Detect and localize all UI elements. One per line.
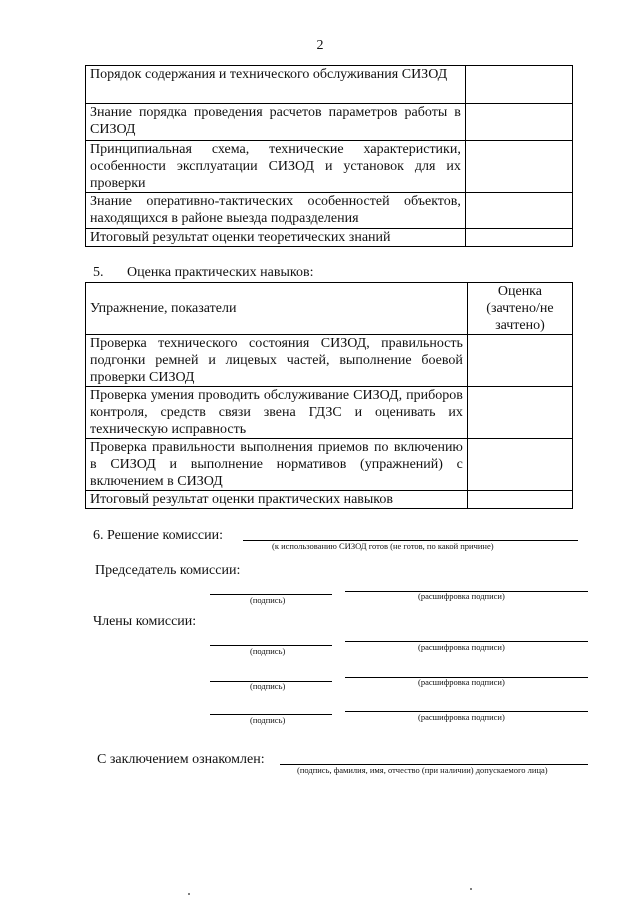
table-row — [86, 229, 573, 247]
table-row — [86, 66, 573, 104]
theory-table — [85, 65, 573, 247]
decoding-hint: (расшифровка подписи) — [418, 712, 505, 722]
grade-cell[interactable] — [465, 229, 572, 247]
acknowledged-hint: (подпись, фамилия, имя, отчество (при наличии) допускаемого лица) — [297, 765, 548, 775]
table-cell: Итоговый результат оценки практических навыков — [86, 491, 468, 509]
decision-hint: (к использованию СИЗОД готов (не готов, по какой причине) — [272, 541, 494, 551]
table-row — [86, 387, 573, 439]
grade-cell[interactable] — [467, 439, 572, 491]
signature-hint: (подпись) — [250, 681, 286, 691]
decoding-hint: (расшифровка подписи) — [418, 677, 505, 687]
scan-speck — [188, 893, 190, 895]
section-number: 5. — [93, 265, 104, 280]
table-cell: Принципиальная схема, технические характеристики, особенности эксплуатации СИЗОД и установок для их проверки — [86, 141, 466, 193]
decision-label: 6. Решение комиссии: — [93, 528, 223, 543]
signature-hint: (подпись) — [250, 646, 286, 656]
grade-cell[interactable] — [465, 141, 572, 193]
grade-cell[interactable] — [467, 491, 572, 509]
chairman-label: Председатель комиссии: — [95, 563, 241, 578]
signature-hint: (подпись) — [250, 595, 286, 605]
grade-cell[interactable] — [467, 335, 572, 387]
section-5-title — [93, 265, 313, 281]
table-row — [86, 491, 573, 509]
page-number: 2 — [316, 38, 324, 53]
grade-cell[interactable] — [465, 66, 572, 104]
table-row — [86, 193, 573, 229]
header-grade: Оценка (зачтено/не зачтено) — [467, 283, 572, 335]
table-row — [86, 439, 573, 491]
section-title: Оценка практических навыков: — [127, 265, 314, 280]
scan-speck — [470, 888, 472, 890]
practice-table — [85, 282, 573, 509]
grade-cell[interactable] — [465, 104, 572, 141]
grade-cell[interactable] — [467, 387, 572, 439]
table-cell: Проверка правильности выполнения приемов по включению в СИЗОД и выполнение нормативов (упражнений) с включением в СИЗОД — [86, 439, 468, 491]
table-row — [86, 104, 573, 141]
table-cell: Знание порядка проведения расчетов параметров работы в СИЗОД — [86, 104, 466, 141]
table-cell: Проверка умения проводить обслуживание СИЗОД, приборов контроля, средств связи звена ГДЗС и оценивать их техническую исправность — [86, 387, 468, 439]
members-label: Члены комиссии: — [93, 614, 197, 629]
decoding-hint: (расшифровка подписи) — [418, 591, 505, 601]
acknowledged-label: С заключением ознакомлен: — [97, 752, 265, 767]
table-cell: Знание оперативно-тактических особенностей объектов, находящихся в районе выезда подразделения — [86, 193, 466, 229]
table-row — [86, 335, 573, 387]
table-cell: Проверка технического состояния СИЗОД, правильность подгонки ремней и лицевых частей, выполнение боевой проверки СИЗОД — [86, 335, 468, 387]
grade-cell[interactable] — [465, 193, 572, 229]
table-cell: Итоговый результат оценки теоретических знаний — [86, 229, 466, 247]
table-cell: Порядок содержания и технического обслуживания СИЗОД — [86, 66, 466, 104]
signature-hint: (подпись) — [250, 715, 286, 725]
header-exercise: Упражнение, показатели — [86, 283, 468, 335]
table-header-row — [86, 283, 573, 335]
decoding-hint: (расшифровка подписи) — [418, 642, 505, 652]
table-row — [86, 141, 573, 193]
